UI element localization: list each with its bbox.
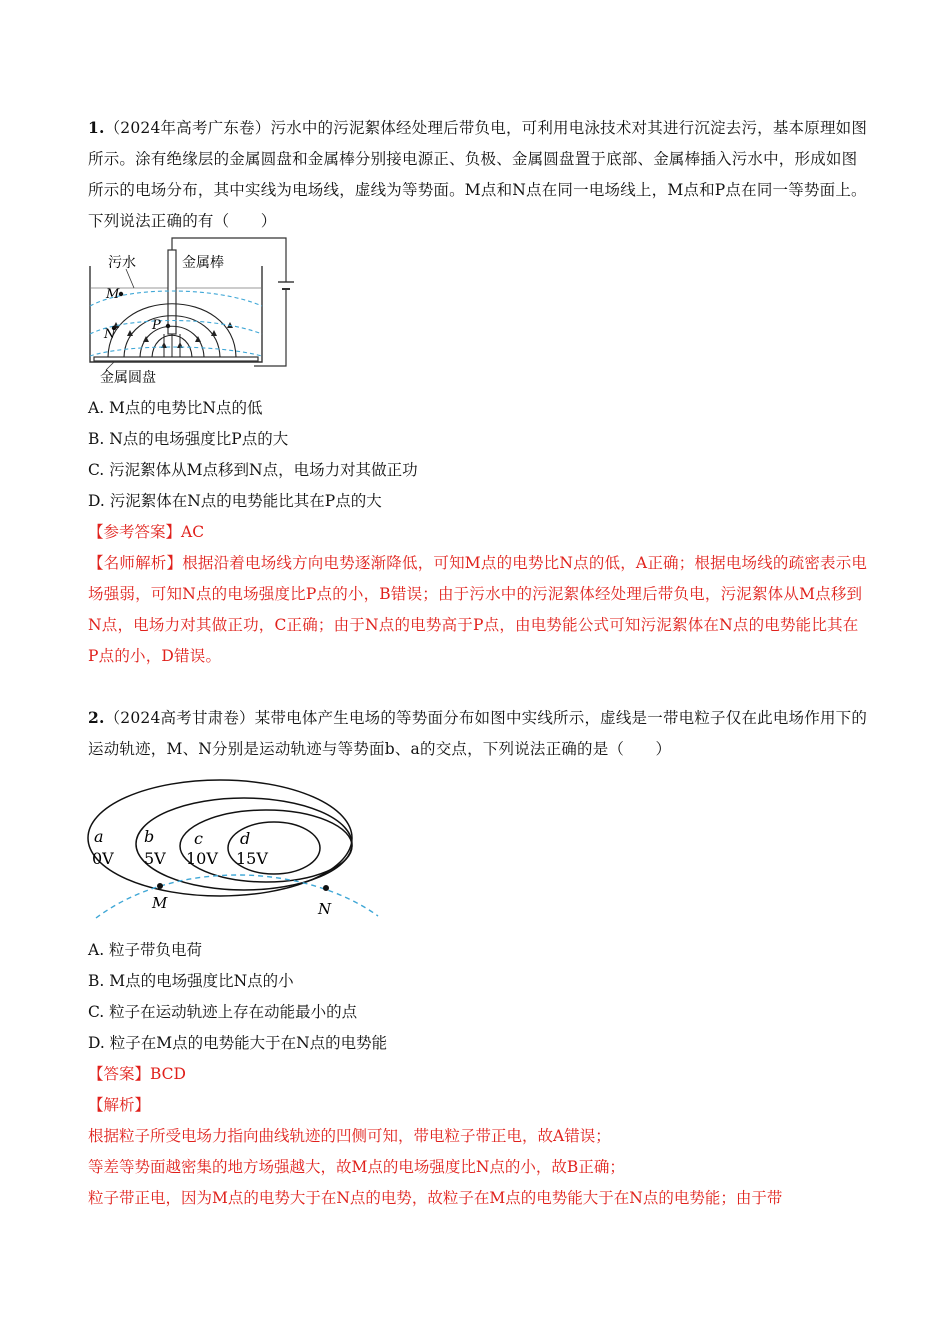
q1-label-p: P [152, 318, 161, 333]
q2-answer: 【答案】BCD [88, 1065, 186, 1083]
q2-text: （2024高考甘肃卷）某带电体产生电场的等势面分布如图中实线所示，虚线是一带电粒子仅在此电场作用下的运动轨迹，M、N分别是运动轨迹与等势面b、a的交点，下列说法正确的是（ ） [88, 709, 868, 758]
q1-option-b: B. N点的电场强度比P点的大 [88, 430, 289, 448]
q1-text: （2024年高考广东卷）污水中的污泥絮体经处理后带负电，可利用电泳技术对其进行沉淀去污，基本原理如图所示。涂有绝缘层的金属圆盘和金属棒分别接电源正、负极、金属圆盘置于底部、金属棒插入污水中，形成如图所示的电场分布，其中实线为电场线，虚线为等势面。M点和N点在同一电场线上，M点和P点在同一等势面上。下列说法正确的有（ ） [88, 119, 868, 230]
q2-label-a: a [94, 827, 104, 846]
q1-number: 1. [88, 118, 105, 137]
q2-option-d: D. 粒子在M点的电势能大于在N点的电势能 [88, 1034, 388, 1052]
q2-option-a: A. 粒子带负电荷 [88, 941, 203, 959]
q2-analysis-line-3: 粒子带正电，因为M点的电势大于在N点的电势，故粒子在M点的电势能大于在N点的电势能；由于带 [88, 1189, 783, 1207]
q1-label-water: 污水 [108, 255, 136, 271]
q2-label-m: M [152, 894, 168, 912]
q2-analysis-line-2: 等差等势面越密集的地方场强越大，故M点的电场强度比N点的小，故B正确； [88, 1158, 625, 1176]
q1-option-c: C. 污泥絮体从M点移到N点，电场力对其做正功 [88, 461, 418, 479]
q1-option-a: A. M点的电势比N点的低 [88, 399, 263, 417]
q1-label-m: M [106, 287, 120, 302]
q1-option-d: D. 污泥絮体在N点的电势能比其在P点的大 [88, 492, 382, 510]
q1-stem [88, 112, 868, 237]
q1-figure [86, 236, 306, 386]
q1-label-rod: 金属棒 [182, 255, 224, 271]
q1-answer: 【参考答案】AC [88, 523, 205, 541]
q2-option-c: C. 粒子在运动轨迹上存在动能最小的点 [88, 1003, 358, 1021]
q2-option-b: B. M点的电场强度比N点的小 [88, 972, 294, 990]
q2-analysis-line-1: 根据粒子所受电场力指向曲线轨迹的凹侧可知，带电粒子带正电，故A错误； [88, 1127, 611, 1145]
q1-label-n: N [104, 327, 116, 342]
q2-label-c-volt: 10V [186, 849, 218, 868]
q2-label-b: b [144, 827, 155, 846]
q1-label-disk: 金属圆盘 [100, 370, 156, 386]
q2-label-c: c [194, 829, 203, 848]
q2-label-n: N [318, 900, 332, 918]
q2-figure [86, 776, 382, 922]
q2-number: 2. [88, 708, 105, 727]
q2-label-d-volt: 15V [236, 849, 268, 868]
q2-stem [88, 702, 868, 765]
q2-label-d: d [240, 829, 251, 848]
q2-label-a-volt: 0V [92, 849, 114, 868]
q1-analysis: 【名师解析】根据沿着电场线方向电势逐渐降低，可知M点的电势比N点的低，A正确；根据电场线的疏密表示电场强弱，可知N点的电场强度比P点的小，B错误；由于污水中的污泥絮体经处理后带负电，污泥絮体从M点移到N点，电场力对其做正功，C正确；由于N点的电势高于P点，由电势能公式可知污泥絮体在N点的电势能比其在P点的小，D错误。 [88, 554, 868, 665]
q2-label-b-volt: 5V [144, 849, 166, 868]
q2-analysis-label: 【解析】 [88, 1096, 151, 1114]
